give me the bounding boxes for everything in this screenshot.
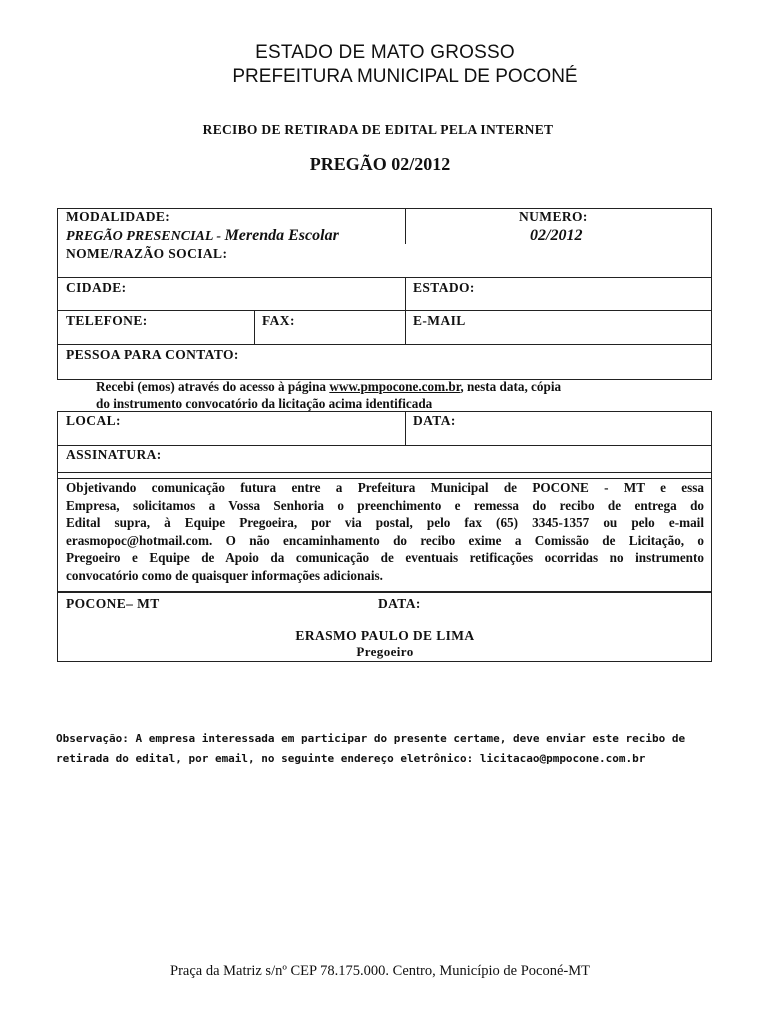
signature-col-divider [405, 411, 406, 445]
numero-value: 02/2012 [530, 227, 583, 244]
fax-label: FAX: [262, 313, 295, 328]
receipt-text-before: Recebi (emos) através do acesso à página [96, 379, 330, 394]
receipt-line-1 [96, 380, 561, 394]
signatory-name: ERASMO PAULO DE LIMA [295, 628, 475, 643]
receipt-text-after: , nesta data, cópia [460, 379, 562, 394]
modalidade-label: MODALIDADE: [66, 209, 171, 224]
closing-data-label: DATA: [378, 596, 421, 611]
footer-address: Praça da Matriz s/nº CEP 78.175.000. Centro, Município de Poconé-MT [170, 963, 590, 979]
observation-line-1: Observação: A empresa interessada em participar do presente certame, deve enviar este recibo de [56, 732, 686, 745]
form-row-divider-nome-bottom [57, 277, 712, 278]
message-text [66, 479, 704, 584]
website-link[interactable]: www.pmpocone.com.br [329, 379, 461, 394]
pregao-title: PREGÃO 02/2012 [309, 154, 451, 174]
email-label: E-MAIL [413, 313, 466, 328]
data-label: DATA: [413, 413, 456, 428]
state-title: ESTADO DE MATO GROSSO [255, 42, 515, 63]
message-line: Empresa, solicitamos a Vossa Senhoria o preenchimento e remessa do recibo de entrega do [66, 497, 704, 513]
assinatura-label: ASSINATURA: [66, 447, 162, 462]
local-label: LOCAL: [66, 413, 121, 428]
observation-line-2: retirada do edital, por email, no seguinte endereço eletrônico: licitacao@pmpocone.com.br [56, 752, 646, 765]
modalidade-value-prefix: PREGÃO PRESENCIAL - [66, 229, 225, 244]
form-col-divider-modalidade [405, 208, 406, 244]
document-subtitle: RECIBO DE RETIRADA DE EDITAL PELA INTERNET [202, 122, 554, 137]
message-line: Edital supra, à Equipe Pregoeira, por via postal, pelo fax (65) 3345-1357 ou pelo e-mail [66, 515, 704, 530]
signatory-role: Pregoeiro [356, 644, 414, 659]
message-line: Objetivando comunicação futura entre a Prefeitura Municipal de POCONE - MT e essa [66, 480, 704, 495]
form-row-divider-cidade-bottom [57, 310, 712, 311]
numero-label: NUMERO: [519, 209, 588, 224]
message-line: convocatório como de quaisquer informações adicionais. [66, 567, 383, 583]
form-row-divider-telefone-bottom [57, 344, 712, 345]
form-col-divider-fax [254, 310, 255, 344]
message-line: Pregoeiro e Equipe de Apoio da comunicação de eventuais retificações ocorridas no instrumento [66, 550, 704, 565]
cidade-label: CIDADE: [66, 280, 127, 295]
telefone-label: TELEFONE: [66, 313, 148, 328]
nome-razao-social-label: NOME/RAZÃO SOCIAL: [66, 246, 228, 261]
pessoa-contato-label: PESSOA PARA CONTATO: [66, 347, 239, 362]
observation-note [56, 729, 704, 769]
modalidade-value-suffix: Merenda Escolar [224, 227, 339, 244]
message-line: erasmopoc@hotmail.com. O não encaminhamento do recibo exime a Comissão de Licitação, o [66, 532, 704, 548]
prefecture-title: PREFEITURA MUNICIPAL DE POCONÉ [232, 66, 578, 87]
closing-place: POCONE– MT [66, 596, 160, 611]
receipt-line-2: do instrumento convocatório da licitação acima identificada [96, 396, 433, 411]
modalidade-value [66, 227, 339, 245]
signature-row-divider [57, 445, 712, 446]
estado-label: ESTADO: [413, 280, 475, 295]
form-col-divider-estado [405, 277, 406, 344]
